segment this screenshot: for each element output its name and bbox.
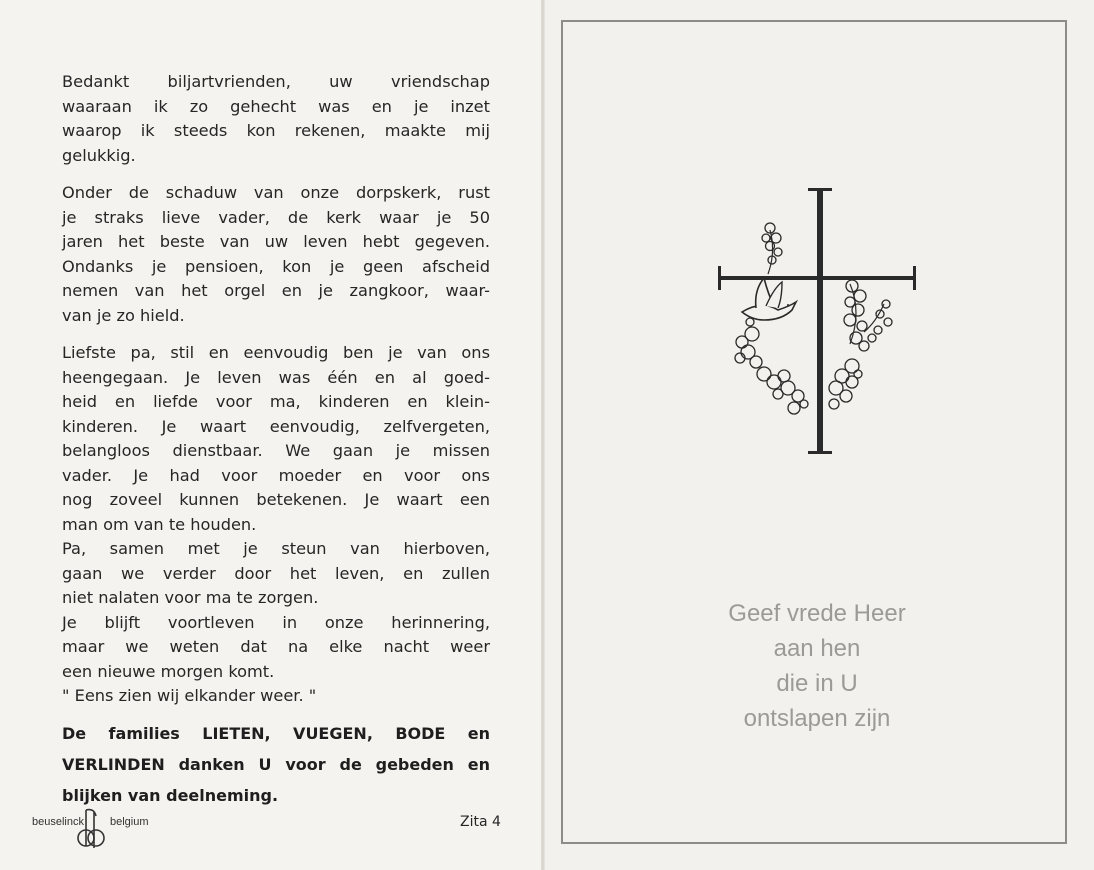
paragraph-1 xyxy=(62,70,490,168)
text-line: vader. Je had voor moeder en voor ons xyxy=(62,465,490,485)
thanks-line: blijken van deelneming. xyxy=(62,786,279,805)
text-line: nemen van het orgel en je zangkoor, waar- xyxy=(62,281,490,300)
publisher-name: beuselinck xyxy=(32,816,84,828)
text-line: " Eens zien wij elkander weer. " xyxy=(62,686,317,705)
text-line: Pa, samen met je steun van hierboven, xyxy=(62,539,490,558)
text-line: kinderen. Je waart eenvoudig, zelfvergeten, xyxy=(62,416,490,436)
publisher-country: belgium xyxy=(110,816,149,828)
text-line: heid en liefde voor ma, kinderen en klein- xyxy=(62,392,490,411)
memorial-text xyxy=(62,70,490,722)
text-line: jaren het beste van uw leven hebt gegeven. xyxy=(62,232,490,251)
text-line: een nieuwe morgen komt. xyxy=(62,661,275,681)
text-line: van je zo hield. xyxy=(62,305,185,325)
text-line: man om van te houden. xyxy=(62,514,257,534)
publisher-logo-icon xyxy=(74,806,110,852)
text-line: niet nalaten voor ma te zorgen. xyxy=(62,588,319,607)
paragraph-2 xyxy=(62,181,490,328)
text-line: gaan we verder door het leven, en zullen xyxy=(62,563,490,583)
text-line: Je blijft voortleven in onze herinnering, xyxy=(62,612,490,632)
paragraph-3 xyxy=(62,341,490,709)
thanks-line: VERLINDEN danken U voor de gebeden en xyxy=(62,755,490,774)
prayer-line: aan hen xyxy=(773,635,861,662)
family-thanks xyxy=(62,718,490,811)
text-line: waarop ik steeds kon rekenen, maakte mij xyxy=(62,121,490,140)
text-line: Onder de schaduw van onze dorpskerk, rust xyxy=(62,183,490,202)
text-line: gelukkig. xyxy=(62,145,136,165)
text-line: heengegaan. Je leven was één en al goed- xyxy=(62,367,490,387)
left-page xyxy=(0,0,543,870)
text-line: belangloos dienstbaar. We gaan je missen xyxy=(62,441,490,460)
prayer-verse xyxy=(661,596,973,736)
text-line: Bedankt biljartvrienden, uw vriendschap xyxy=(62,72,490,91)
prayer-line: Geef vrede Heer xyxy=(728,600,906,627)
text-line: maar we weten dat na elke nacht weer xyxy=(62,637,490,656)
card-code: Zita 4 xyxy=(460,814,501,830)
text-line: Ondanks je pensioen, kon je geen afscheid xyxy=(62,256,490,276)
text-line: je straks lieve vader, de kerk waar je 50 xyxy=(62,207,490,227)
prayer-line: ontslapen zijn xyxy=(743,705,891,732)
text-line: waaraan ik zo gehecht was en je inzet xyxy=(62,96,490,116)
text-line: Liefste pa, stil en eenvoudig ben je van ons xyxy=(62,343,490,362)
prayer-line: die in U xyxy=(776,670,858,697)
cross-with-dove-and-flowers-icon xyxy=(712,182,922,462)
text-line: nog zoveel kunnen betekenen. Je waart een xyxy=(62,490,490,509)
thanks-line: De families LIETEN, VUEGEN, BODE en xyxy=(62,724,490,743)
